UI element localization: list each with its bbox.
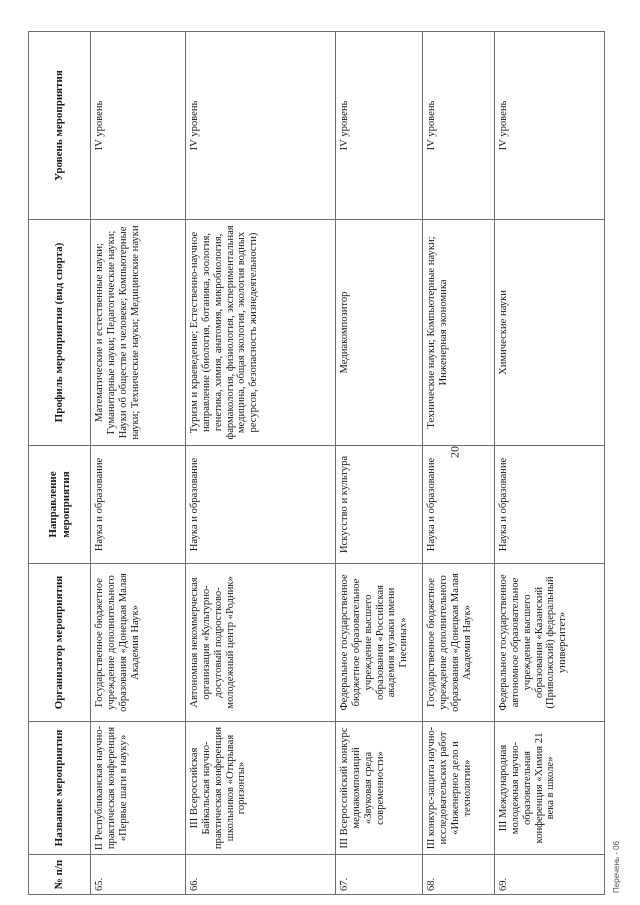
event-profile: Туризм и краеведение; Естественно-научное направление (биология, ботаника, зоология, генетика, химия, анатомия, микробиология, фармакология, физиология, экспериментальная медицина, общая экология, экология водных ресурсов, безопасность жизнедеятельности) xyxy=(186,220,336,446)
header-organizer: Организатор мероприятия xyxy=(29,564,91,722)
event-name: III Всероссийская Байкальская научно-практическая конференция школьников «Открывая горизонты» xyxy=(186,722,336,855)
event-profile: Химические науки xyxy=(495,220,605,446)
row-number: 67. xyxy=(336,855,423,895)
table-row xyxy=(91,32,186,895)
header-level: Уровень мероприятия xyxy=(29,32,91,220)
event-organizer: Федеральное государственное бюджетное образовательное учреждение высшего образования «Российская академия музыки имени Гнесиных» xyxy=(336,564,423,722)
footer-note: Перечень - 06 xyxy=(612,840,621,893)
row-number: 66. xyxy=(186,855,336,895)
page-number: 20 xyxy=(447,446,462,458)
table-header-row xyxy=(29,32,91,895)
event-profile: Технические науки; Компьютерные науки; Инженерная экономика xyxy=(423,220,495,446)
event-level: IV уровень xyxy=(423,32,495,220)
event-profile: Медиакомпозитор xyxy=(336,220,423,446)
event-name: III Всероссийский конкурс медиакомпозиций «Звуковая среда современности» xyxy=(336,722,423,855)
event-level: IV уровень xyxy=(336,32,423,220)
row-number: 69. xyxy=(495,855,605,895)
event-direction: Наука и образование xyxy=(495,446,605,564)
event-direction: Наука и образование xyxy=(186,446,336,564)
event-name: III Международная молодежная научно-образовательная конференция «Химия 21 века в школе» xyxy=(495,722,605,855)
row-number: 68. xyxy=(423,855,495,895)
header-profile: Профиль мероприятия (вид спорта) xyxy=(29,220,91,446)
event-name: III конкурс-защита научно-исследовательских работ «Инженерное дело и технологии» xyxy=(423,722,495,855)
event-organizer: Федеральное государственное автономное образовательное учреждение высшего образования «Казанский (Приволжский) федеральный университет» xyxy=(495,564,605,722)
event-level: IV уровень xyxy=(186,32,336,220)
events-table xyxy=(28,31,605,895)
event-level: IV уровень xyxy=(91,32,186,220)
event-organizer: Автономная некоммерческая организация «Культурно-досуговый подростково-молодежный центр «Родник» xyxy=(186,564,336,722)
event-direction: Наука и образование xyxy=(423,446,495,564)
event-organizer: Государственное бюджетное учреждение дополнительного образования «Донецкая Малая Академия Наук» xyxy=(91,564,186,722)
table-row xyxy=(336,32,423,895)
event-level: IV уровень xyxy=(495,32,605,220)
header-event-name: Название мероприятия xyxy=(29,722,91,855)
event-organizer: Государственное бюджетное учреждение дополнительного образования «Донецкая Малая Академия Наук» xyxy=(423,564,495,722)
event-direction: Наука и образование xyxy=(91,446,186,564)
header-direction: Направление мероприятия xyxy=(29,446,91,564)
event-direction: Искусство и культура xyxy=(336,446,423,564)
table-row xyxy=(495,32,605,895)
event-name: II Республиканская научно-практическая конференция «Первые шаги в науку» xyxy=(91,722,186,855)
table-row xyxy=(423,32,495,895)
table-row xyxy=(186,32,336,895)
event-profile: Математические и естественные науки; Гуманитарные науки; Педагогические науки; Науки об обществе и человеке; Компьютерные науки; Технические науки; Медицинские науки xyxy=(91,220,186,446)
header-number: № п/п xyxy=(29,855,91,895)
row-number: 65. xyxy=(91,855,186,895)
